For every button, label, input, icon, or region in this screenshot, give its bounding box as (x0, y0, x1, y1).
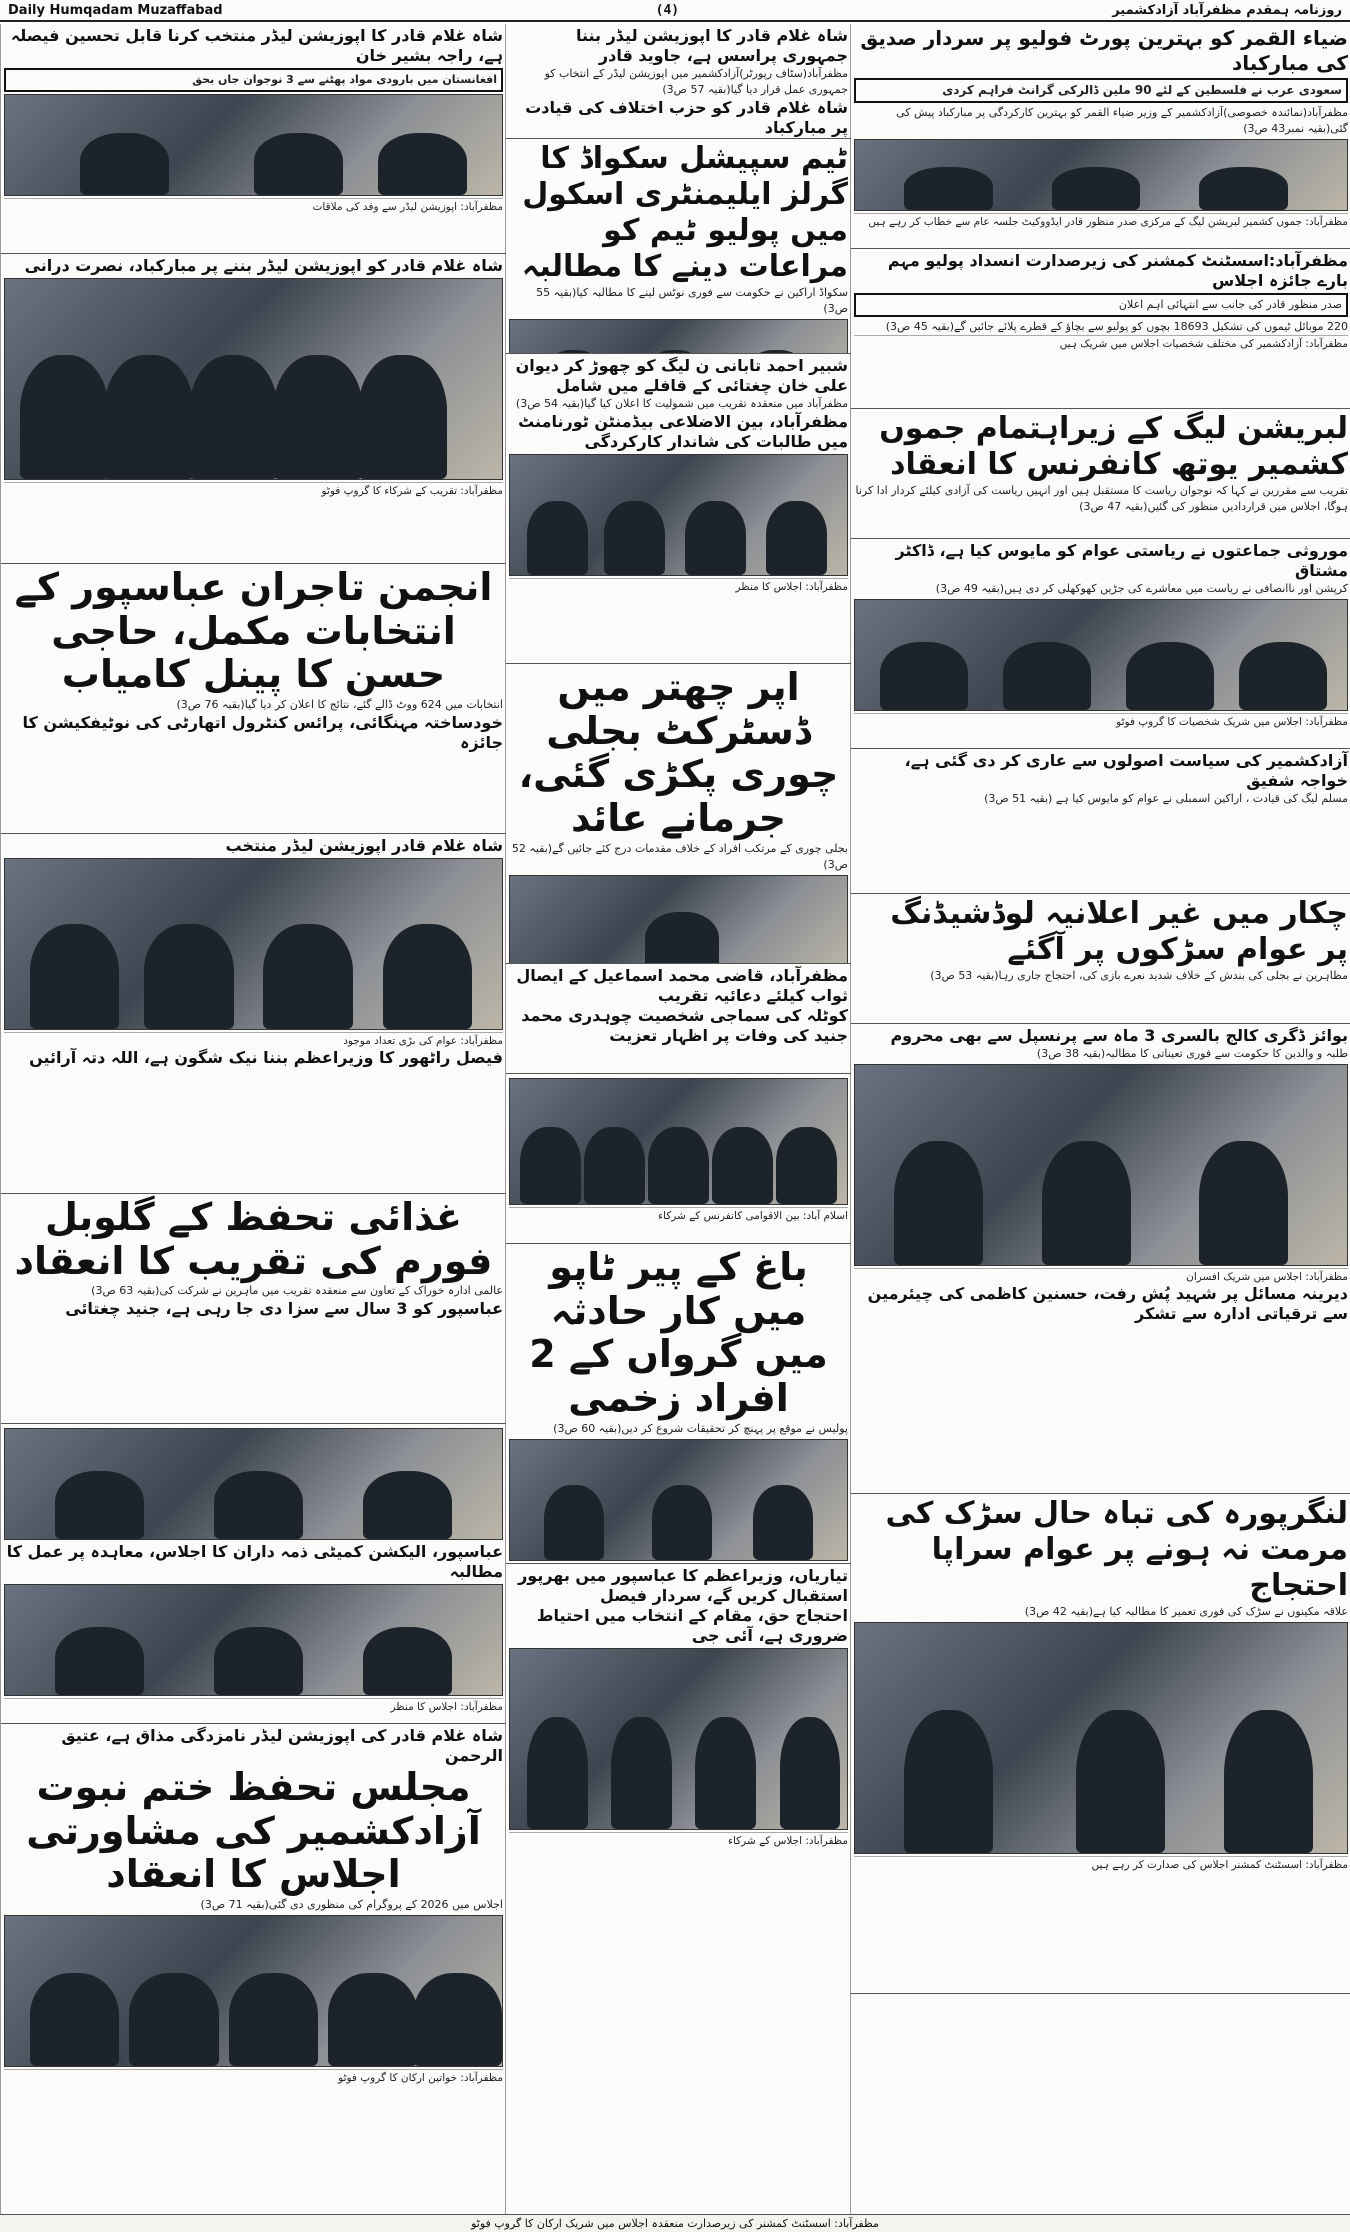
headline: غذائی تحفظ کے گلوبل فورم کی تقریب کا انعقاد (14, 1195, 493, 1283)
story-body: عالمی ادارہ خوراک کے تعاون سے منعقدہ تقریب میں ماہرین نے شرکت کی(بقیہ 63 ص3) (91, 1284, 503, 1298)
photo-caption: مظفرآباد: جموں کشمیر لبریشن لیگ کے مرکزی صدر منظور قادر ایڈووکیٹ جلسہ عام سے خطاب کر رہے ہیں (854, 213, 1348, 229)
story-bagh-accident (506, 1244, 851, 1564)
headline: شاہ غلام قادر کا اپوزیشن لیڈر منتخب کرنا قابل تحسین فیصلہ ہے، راجہ بشیر خان (10, 26, 503, 65)
photo-caption: مظفرآباد: اپوزیشن لیڈر سے وفد کی ملاقات (4, 198, 503, 214)
photo-caption: اسلام آباد: بین الاقوامی کانفرنس کے شرکاء (509, 1207, 848, 1223)
news-photo (509, 1648, 848, 1830)
headline: شاہ غلام قادر کا اپوزیشن لیڈر بننا جمہوری پراسس ہے، جاوید قادر (575, 26, 848, 65)
news-photo (854, 1622, 1348, 1854)
photo-caption: مظفرآباد: آزادکشمیر کی مختلف شخصیات اجلاس میں شریک ہیں (854, 335, 1348, 351)
headline: انجمن تاجران عباسپور کے انتخابات مکمل، حاجی حسن کا پینل کامیاب (14, 565, 493, 697)
headline: شاہ غلام قادر اپوزیشن لیڈر منتخب (225, 836, 503, 855)
news-photo (4, 94, 503, 196)
story-shabbir-tabani (506, 354, 851, 664)
story-body: مظفرآباد(سٹاف رپورٹر)آزادکشمیر میں اپوزیشن لیڈر کے انتخاب کو جمہوری عمل قرار دیا گیا(بقیہ 57 ص3) (544, 67, 848, 96)
side-headline: صدر منظور قادر کی جانب سے انتہائی اہم اعلان (854, 293, 1348, 317)
news-photo (509, 319, 848, 354)
photo-caption: مظفرآباد: اجلاس کے شرکاء (509, 1832, 848, 1848)
story-body: بجلی چوری کے مرتکب افراد کے خلاف مقدمات درج کئے جائیں گے(بقیہ 52 ص3) (511, 841, 848, 871)
news-photo-2 (4, 1584, 503, 1696)
story-qazi-ismail (506, 964, 851, 1074)
side-headline: سعودی عرب نے فلسطین کے لئے 90 ملین ڈالرکی گرانٹ فراہم کردی (854, 78, 1348, 103)
story-dr-mushtaq (851, 539, 1350, 749)
headline-2: مجلس تحفظ ختم نبوت آزادکشمیر کی مشاورتی اجلاس کا انعقاد (26, 1765, 481, 1897)
news-photo (4, 278, 503, 480)
story-body: پولیس نے موقع پر پہنچ کر تحقیقات شروع کر دیں(بقیہ 60 ص3) (553, 1421, 848, 1435)
story-electricity-theft (506, 664, 851, 964)
story-body: مظفرآباد(نمائندہ خصوصی)آزادکشمیر کے وزیر ضیاء القمر کو بہترین کارکردگی پر مبارکباد پیش کی گئی(بقیہ نمبر43 ص3) (896, 106, 1348, 136)
story-body: کرپشن اور ناانصافی نے ریاست میں معاشرے کی جڑیں کھوکھلی کر دی ہیں(بقیہ 49 ص3) (935, 582, 1348, 595)
headline: شبیر احمد تابانی ن لیگ کو چھوڑ کر دیوان علی خان چغتائی کے قافلے میں شامل (515, 356, 848, 395)
story-nusrat-durrani (1, 254, 506, 564)
news-photo (854, 1064, 1348, 1266)
headline: ٹیم سپیشل سکواڈ کا گرلز ایلیمنٹری اسکول میں پولیو ٹیم کو مراعات دینے کا مطالبہ (521, 141, 848, 284)
news-photo (4, 1428, 503, 1540)
photo-caption: مظفرآباد: عوام کی بڑی تعداد موجود (4, 1032, 503, 1048)
story-body: مسلم لیگ کی قیادت ، اراکین اسمبلی نے عوام کو مایوس کیا ہے (بقیہ 51 ص3) (984, 792, 1348, 805)
photo-caption: مظفرآباد: اجلاس کا منظر (509, 578, 848, 594)
headline: بوائز ڈگری کالج بالسری 3 ماہ سے پرنسپل سے بھی محروم (890, 1026, 1348, 1045)
headline-2: مظفرآباد، بین الاضلاعی بیڈمنٹن ٹورنامنٹ میں طالبات کی شاندار کارکردگی (518, 411, 848, 451)
headline: موروثی جماعتوں نے ریاستی عوام کو مایوس کیا ہے، ڈاکٹر مشتاق (895, 541, 1348, 580)
news-photo (854, 139, 1348, 211)
story-youth-conference (851, 409, 1350, 539)
photo-caption: مظفرآباد: اسسٹنٹ کمشنر اجلاس کی صدارت کر رہے ہیں (854, 1856, 1348, 1872)
headline-2: فیصل راٹھور کا وزیراعظم بننا نیک شگون ہے، اللہ دتہ آرائیں (29, 1048, 503, 1068)
news-photo (509, 454, 848, 576)
headline-2: شاہ غلام قادر کو حزب اختلاف کی قیادت پر مبارکباد (525, 97, 848, 137)
page-number: (4) (655, 2, 680, 18)
story-body: مظفرآباد میں منعقدہ تقریب میں شمولیت کا اعلان کیا گیا(بقیہ 54 ص3) (515, 397, 848, 410)
headline: چکار میں غیر اعلانیہ لوڈشیڈنگ پر عوام سڑکوں پر آگئے (890, 896, 1348, 967)
headline: لبریشن لیگ کے زیراہتمام جموں کشمیر یوتھ کانفرنس کا انعقاد (879, 411, 1348, 482)
headline: عباسپور، الیکشن کمیٹی ذمہ داران کا اجلاس، معاہدہ پر عمل کا مطالبہ (6, 1542, 503, 1581)
news-photo (509, 1078, 848, 1205)
story-body: طلبہ و والدین کا حکومت سے فوری تعیناتی کا مطالبہ(بقیہ 38 ص3) (1036, 1047, 1348, 1060)
story-raja-bashir (1, 24, 506, 254)
photo-caption: مظفرآباد: اجلاس میں شریک افسران (854, 1268, 1348, 1284)
story-body: تقریب سے مقررین نے کہا کہ نوجوان ریاست کا مستقبل ہیں اور انہیں ریاست کی آزادی کیلئے کردار ادا کرنا ہوگا، اجلاس میں قراردادیں منظور کی گئیں(بقیہ 47 ص3) (855, 484, 1348, 513)
story-faisal-rathore (1, 834, 506, 1194)
right-column (850, 24, 1350, 2229)
headline: مظفرآباد:اسسٹنٹ کمشنر کی زیرصدارت انسداد پولیو مہم بارے جائزہ اجلاس (887, 251, 1348, 290)
side-headline: افغانستان میں بارودی مواد پھٹنے سے 3 نوجوان جاں بحق (4, 68, 503, 92)
news-photo (509, 1439, 848, 1561)
headline: تیاریاں، وزیراعظم کا عباسپور میں بھرپور استقبال کریں گے، سردار فیصل (518, 1566, 848, 1605)
masthead (0, 0, 1350, 22)
headline-2: خودساختہ مہنگائی، پرائس کنٹرول اتھارٹی کی نوٹیفکیشن کا جائزہ (22, 713, 503, 752)
headline: اپر چھتر میں ڈسٹرکٹ بجلی چوری پکڑی گئی، جرمانے عائد (518, 665, 839, 841)
news-photo (4, 1915, 503, 2067)
headline-2: عباسپور کو 3 سال سے سزا دی جا رہی ہے، جنید چغتائی (65, 1299, 503, 1319)
story-body: انتخابات میں 624 ووٹ ڈالے گئے، نتائج کا اعلان کر دیا گیا(بقیہ 76 ص3) (176, 698, 503, 712)
news-photo (854, 599, 1348, 711)
headline: مظفرآباد، قاضی محمد اسماعیل کے ایصال ثواب کیلئے دعائیہ تقریب (516, 966, 848, 1005)
headline: ضیاء القمر کو بہترین پورٹ فولیو پر سردار صدیق کی مبارکباد (860, 26, 1348, 75)
story-langarpura-road (851, 1494, 1350, 1994)
headline-2: کوٹلہ کی سماجی شخصیت چوہدری محمد جنید کی وفات پر اظہار تعزیت (521, 1006, 848, 1045)
story-traders-election (1, 564, 506, 834)
story-body: علاقہ مکینوں نے سڑک کی فوری تعمیر کا مطالبہ کیا ہے(بقیہ 42 ص3) (1024, 1605, 1348, 1618)
headline-2: دیرینہ مسائل پر شہید پُش رفت، حسنین کاظمی کی چیئرمین سے ترقیاتی ادارہ سے تشکر (867, 1284, 1348, 1324)
story-zia-ul-qamar (851, 24, 1350, 249)
story-javed-qadir (506, 24, 851, 139)
story-degree-college (851, 1024, 1350, 1494)
story-food-security (1, 1194, 506, 1424)
photo-caption: مظفرآباد: خواتین ارکان کا گروپ فوٹو (4, 2069, 503, 2085)
masthead-urdu-title: روزنامہ ہمقدم مظفرآباد آزادکشمیر (1112, 2, 1342, 18)
news-photo (509, 875, 848, 964)
story-polio-squad (506, 139, 851, 354)
headline-2: احتجاج حق، مقام کے انتخاب میں احتیاط ضروری ہے، آئی جی (536, 1606, 848, 1645)
story-body: اجلاس میں 2026 کے پروگرام کی منظوری دی گئی(بقیہ 71 ص3) (200, 1898, 503, 1912)
story-body: 220 موبائل ٹیموں کی تشکیل 18693 بچوں کو پولیو سے بچاؤ کے قطرے پلائے جائیں گے(بقیہ 45 ص3) (885, 319, 1348, 333)
story-election-committee (1, 1424, 506, 1724)
headline: شاہ غلام قادر کو اپوزیشن لیڈر بننے پر مبارکباد، نصرت درانی (24, 256, 503, 275)
headline: آزادکشمیر کی سیاست اصولوں سے عاری کر دی گئی ہے، خواجہ شفیق (904, 751, 1348, 790)
story-loadshedding-protest (851, 894, 1350, 1024)
news-photo (4, 858, 503, 1030)
story-body: سکواڈ اراکین نے حکومت سے فوری نوٹس لینے کا مطالبہ کیا(بقیہ 55 ص3) (536, 286, 848, 315)
bottom-caption-strip: مظفرآباد: اسسٹنٹ کمشنر کی زیرصدارت منعقدہ اجلاس میں شریک ارکان کا گروپ فوٹو (0, 2214, 1350, 2232)
middle-column (505, 24, 851, 2229)
story-khatm-e-nabuwat (1, 1724, 506, 2229)
story-protest-ig (506, 1564, 851, 2229)
headline: لنگرپورہ کی تباہ حال سڑک کی مرمت نہ ہونے پر عوام سراپا احتجاج (885, 1496, 1348, 1603)
story-body: مظاہرین نے بجلی کی بندش کے خلاف شدید نعرے بازی کی، احتجاج جاری رہا(بقیہ 53 ص3) (930, 969, 1348, 982)
headline: باغ کے پیر ٹاپو میں کار حادثہ میں گرواں کے 2 افراد زخمی (529, 1245, 828, 1421)
story-conference-photo (506, 1074, 851, 1244)
photo-caption: مظفرآباد: اجلاس کا منظر (4, 1698, 503, 1714)
photo-caption: مظفرآباد: تقریب کے شرکاء کا گروپ فوٹو (4, 482, 503, 498)
story-khawaja-shafiq (851, 749, 1350, 894)
photo-caption: مظفرآباد: اجلاس میں شریک شخصیات کا گروپ فوٹو (854, 713, 1348, 729)
headline: شاہ غلام قادر کی اپوزیشن لیڈر نامزدگی مذاق ہے، عتیق الرحمن (61, 1726, 503, 1765)
story-polio-meeting (851, 249, 1350, 409)
masthead-english-title: Daily Humqadam Muzaffabad (8, 2, 223, 18)
left-column (0, 24, 506, 2229)
